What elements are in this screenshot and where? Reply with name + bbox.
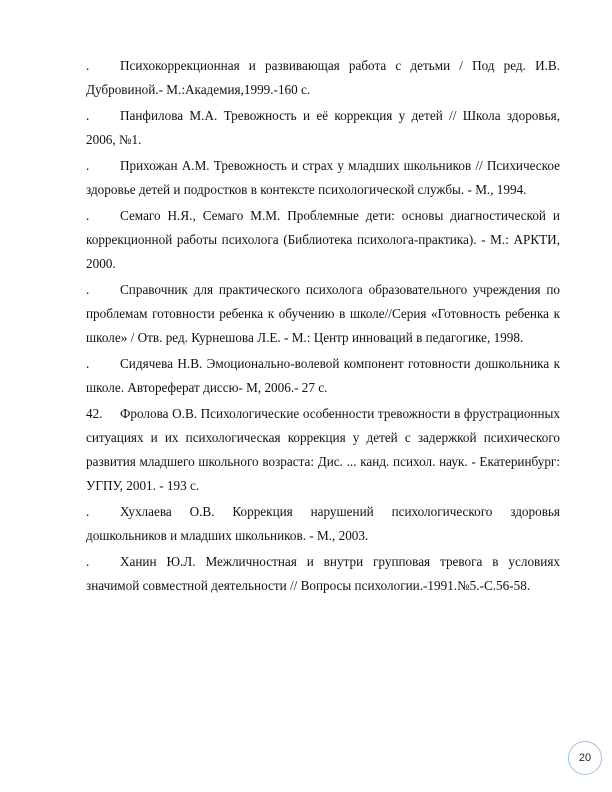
reference-number: . bbox=[86, 108, 90, 123]
reference-text: Справочник для практического психолога образовательного учреждения по проблемам готовности ребенка к обучению в школе//Серия «Готовность ребенка к школе» / Отв. ред. Курнешова Л.Е. - М.: Центр инноваций в педагогике, 1998. bbox=[86, 282, 560, 345]
reference-item bbox=[86, 352, 560, 400]
reference-text: Хухлаева О.В. Коррекция нарушений психологического здоровья дошкольников и младших школьников. - М., 2003. bbox=[86, 504, 560, 543]
page-number: 20 bbox=[578, 752, 592, 764]
reference-item bbox=[86, 550, 560, 598]
reference-item bbox=[86, 402, 560, 498]
reference-number: . bbox=[86, 554, 90, 569]
reference-text: Ханин Ю.Л. Межличностная и внутри групповая тревога в условиях значимой совместной деятельности // Вопросы психологии.-1991.№5.-С.56-58. bbox=[86, 554, 560, 593]
reference-item bbox=[86, 204, 560, 276]
reference-item bbox=[86, 500, 560, 548]
reference-number: . bbox=[86, 504, 90, 519]
reference-text: Сидячева Н.В. Эмоционально-волевой компонент готовности дошкольника к школе. Автореферат диссю- М, 2006.- 27 с. bbox=[86, 356, 560, 395]
reference-list bbox=[86, 54, 560, 600]
reference-item bbox=[86, 54, 560, 102]
reference-number: . bbox=[86, 282, 90, 297]
reference-text: Прихожан А.М. Тревожность и страх у младших школьников // Психическое здоровье детей и подростков в контексте психологической службы. - М., 1994. bbox=[86, 158, 560, 197]
reference-item bbox=[86, 154, 560, 202]
reference-number: 42. bbox=[86, 406, 103, 421]
reference-text: Фролова О.В. Психологические особенности тревожности в фрустрационных ситуациях и их психологическая коррекция у детей с задержкой психического развития младшего школьного возраста: Дис. ... канд. психол. наук. - Екатеринбург: УГПУ, 2001. - 193 с. bbox=[86, 406, 560, 493]
reference-number: . bbox=[86, 158, 90, 173]
reference-item bbox=[86, 278, 560, 350]
reference-number: . bbox=[86, 58, 90, 73]
reference-text: Семаго Н.Я., Семаго М.М. Проблемные дети: основы диагностической и коррекционной работы психолога (Библиотека психолога-практика). - М.: АРКТИ, 2000. bbox=[86, 208, 560, 271]
reference-number: . bbox=[86, 356, 90, 371]
reference-item bbox=[86, 104, 560, 152]
page-number-badge bbox=[568, 741, 602, 775]
reference-number: . bbox=[86, 208, 90, 223]
reference-text: Панфилова М.А. Тревожность и её коррекция у детей // Школа здоровья, 2006, №1. bbox=[86, 108, 560, 147]
reference-text: Психокоррекционная и развивающая работа с детьми / Под ред. И.В. Дубровиной.- М.:Академия,1999.-160 с. bbox=[86, 58, 560, 97]
